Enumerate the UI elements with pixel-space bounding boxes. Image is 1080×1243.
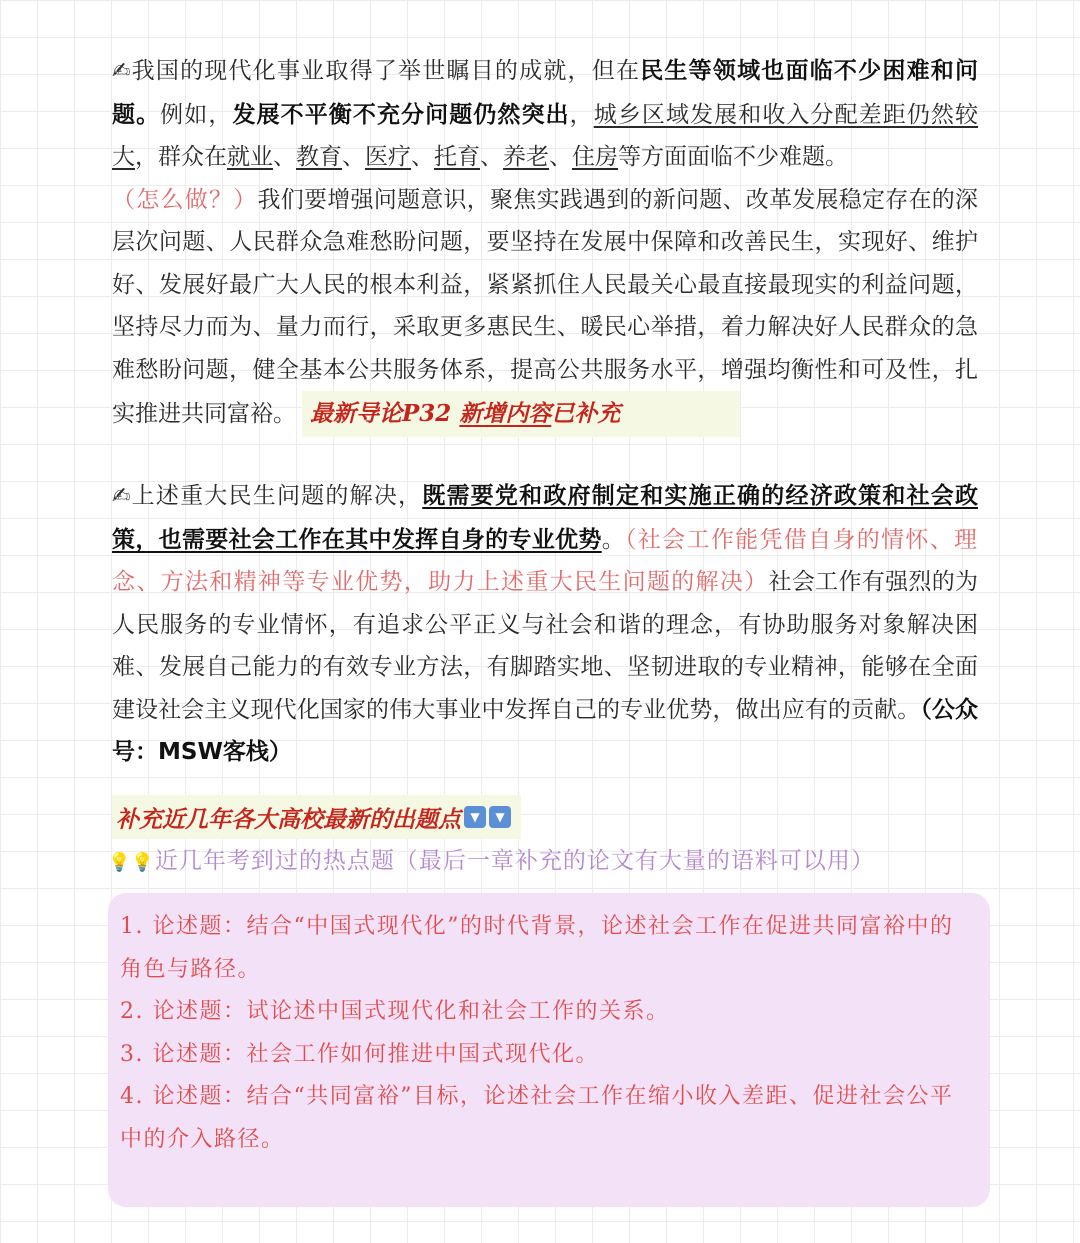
question-item: 1. 论述题：结合“中国式现代化”的时代背景，论述社会工作在促进共同富裕中的角色与路径。 xyxy=(120,914,954,982)
red-paren-note: （社会工作能凭借自身的情怀、理念、方法和精神等专业优势，助力上述重大民生问题的解决） xyxy=(112,526,979,595)
down-arrow-button-icon: ▼ xyxy=(464,806,486,828)
question-item: 3. 论述题：社会工作如何推进中国式现代化。 xyxy=(120,1041,599,1067)
paragraph-livelihood-problems: ✍我国的现代化事业取得了举世瞩目的成就，但在民生等领域也面临不少困难和问题。例如，发展不平衡不充分问题仍然突出，城乡区域发展和收入分配差距仍然较大，群众在就业、教育、医疗、托育、养老、住房等方面面临不少难题。 （怎么做？）我们要增强问题意识，聚焦实践遇到的新问题、改革发展稳定存在的深层次问题、人民群众急难愁盼问题，要坚持在发展中保障和改善民生，实现好、维护好、发展好最广大人民的根本利益，紧紧抓住人民最关心最直接最现实的利益问题，坚持尽力而为、量力而行，采取更多惠民生、暖民心举措，着力解决好人民群众的急难愁盼问题，健全基本公共服务体系，提高公共服务水平，增强均衡性和可及性，扎实推进共同富裕。 最新导论P32 新增内容已补充 xyxy=(112,50,978,437)
supplement-heading: 补充近几年各大高校最新的出题点 ▼ ▼ xyxy=(112,795,521,839)
source-note: （公众号：MSW客栈） xyxy=(112,696,979,765)
question-item: 2. 论述题：试论述中国式现代化和社会工作的关系。 xyxy=(120,999,670,1024)
down-arrow-button-icon: ▼ xyxy=(489,806,511,828)
light-bulb-icon: 💡 xyxy=(131,852,155,873)
question-item: 4. 论述题：结合“共同富裕”目标，论述社会工作在缩小收入差距、促进社会公平中的介入路径。 xyxy=(120,1084,954,1152)
underline-gap: 城乡区域发展和收入分配差距仍然较大 xyxy=(112,101,979,170)
questions-box xyxy=(108,893,990,1207)
paragraph-social-work-role: ✍上述重大民生问题的解决，既需要党和政府制定和实施正确的经济政策和社会政策，也需要社会工作在其中发挥自身的专业优势。（社会工作能凭借自身的情怀、理念、方法和精神等专业优势，助力上述重大民生问题的解决）社会工作有强烈的为人民服务的专业情怀，有追求公平正义与社会和谐的理念，有协助服务对象解决困难、发展自己能力的有效专业方法，有脚踏实地、坚韧进取的专业精神，能够在全面建设社会主义现代化国家的伟大事业中发挥自己的专业优势，做出应有的贡献。（公众号：MSW客栈） xyxy=(112,483,979,765)
how-to-do-note: （怎么做？） xyxy=(112,186,258,213)
bold-underline-policy: 既需要党和政府制定和实施正确的经济政策和社会政策，也需要社会工作在其中发挥自身的专业优势 xyxy=(112,483,979,553)
writing-hand-icon: ✍ xyxy=(112,484,132,509)
update-note: 最新导论P32 新增内容已补充 xyxy=(302,391,740,437)
writing-hand-icon: ✍ xyxy=(112,59,132,84)
bold-livelihood: 民生等领域也面临不少困难和问题。 xyxy=(112,58,979,128)
hot-topics-heading: 💡💡近几年考到过的热点题（最后一章补充的论文有大量的语料可以用） xyxy=(108,848,875,874)
light-bulb-icon: 💡 xyxy=(108,852,132,873)
bold-imbalance: 发展不平衡不充分问题仍然突出 xyxy=(232,101,570,128)
